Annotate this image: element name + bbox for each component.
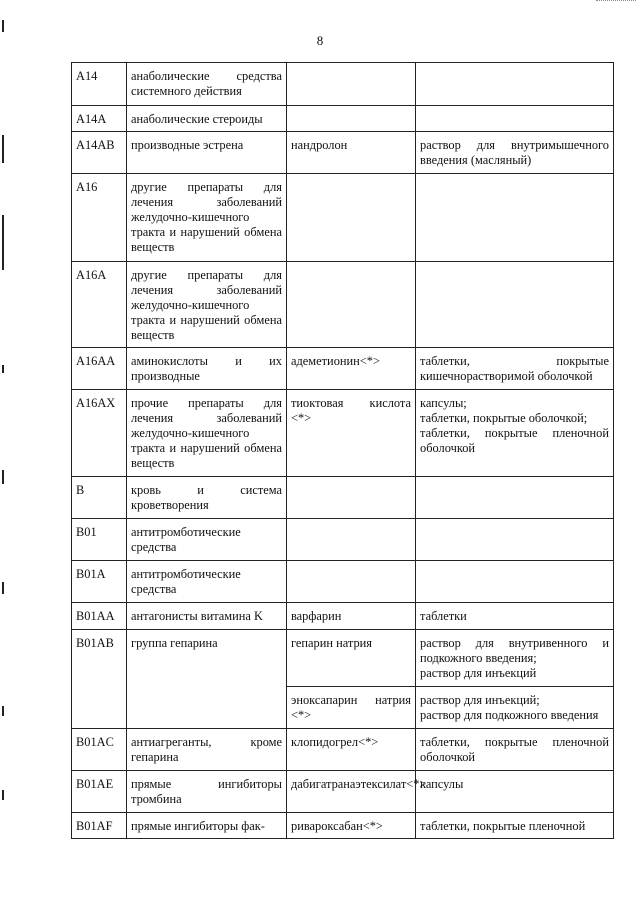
atc-code: B01 <box>72 519 127 561</box>
table-row <box>72 477 614 519</box>
drug-name <box>287 106 416 132</box>
margin-mark <box>2 365 4 373</box>
atc-code: B01A <box>72 561 127 603</box>
atc-code: A16 <box>72 174 127 262</box>
group-name: анаболические средства системного действия <box>127 63 287 106</box>
dosage-form <box>416 262 614 348</box>
dosage-form: капсулы <box>416 771 614 813</box>
atc-code: B <box>72 477 127 519</box>
drug-name: клопидогрел<*> <box>287 729 416 771</box>
table-row <box>72 262 614 348</box>
atc-code: B01AC <box>72 729 127 771</box>
drug-name: варфарин <box>287 603 416 630</box>
group-name: прямые ингибиторы фак- <box>127 813 287 839</box>
drug-name: дабигатранаэтексилат<*> <box>287 771 416 813</box>
dosage-form <box>416 63 614 106</box>
group-name: группа гепарина <box>127 630 287 729</box>
atc-code: B01AE <box>72 771 127 813</box>
drug-name <box>287 63 416 106</box>
margin-mark <box>2 706 4 716</box>
group-name: производные эстрена <box>127 132 287 174</box>
atc-code: B01AB <box>72 630 127 729</box>
table-row <box>72 390 614 477</box>
drug-name: ривароксабан<*> <box>287 813 416 839</box>
table-row <box>72 603 614 630</box>
atc-code: A14A <box>72 106 127 132</box>
drug-name: эноксапарин натрия <*> <box>287 687 416 729</box>
table-row <box>72 519 614 561</box>
margin-mark <box>2 790 4 800</box>
dosage-form <box>416 561 614 603</box>
dosage-form <box>416 106 614 132</box>
margin-mark <box>2 20 4 32</box>
atc-code: A16A <box>72 262 127 348</box>
table-row <box>72 63 614 106</box>
atc-code: A16AX <box>72 390 127 477</box>
margin-mark <box>2 582 4 594</box>
atc-code: A16AA <box>72 348 127 390</box>
dosage-form: таблетки, покрытые пленочной <box>416 813 614 839</box>
dosage-form: таблетки <box>416 603 614 630</box>
dosage-form: таблетки, покрытые пленочной оболочкой <box>416 729 614 771</box>
drug-name <box>287 477 416 519</box>
drug-name <box>287 519 416 561</box>
group-name: антагонисты витамина K <box>127 603 287 630</box>
group-name: другие препараты для лечения заболеваний желудочно-кишечного тракта и нарушений обмена веществ <box>127 262 287 348</box>
table-row <box>72 348 614 390</box>
table-row <box>72 813 614 839</box>
dosage-form: капсулы; таблетки, покрытые оболочкой; таблетки, покрытые пленочной оболочкой <box>416 390 614 477</box>
dosage-form: таблетки, покрытые кишечнорастворимой оболочкой <box>416 348 614 390</box>
group-name: другие препараты для лечения заболеваний желудочно-кишечного тракта и нарушений обмена веществ <box>127 174 287 262</box>
page-number: 8 <box>316 33 324 48</box>
group-name: анаболические стероиды <box>127 106 287 132</box>
dosage-form: раствор для инъекций; раствор для подкожного введения <box>416 687 614 729</box>
atc-code: B01AF <box>72 813 127 839</box>
drug-name: адеметионин<*> <box>287 348 416 390</box>
table-row <box>72 174 614 262</box>
atc-code: A14 <box>72 63 127 106</box>
table-row <box>72 106 614 132</box>
drug-name <box>287 262 416 348</box>
margin-mark <box>2 470 4 484</box>
dosage-form <box>416 477 614 519</box>
dosage-form <box>416 174 614 262</box>
drug-name: нандролон <box>287 132 416 174</box>
group-name: прочие препараты для лечения заболеваний желудочно-кишечного тракта и нарушений обмена веществ <box>127 390 287 477</box>
table-row <box>72 771 614 813</box>
group-name: аминокислоты и их производные <box>127 348 287 390</box>
drug-name <box>287 174 416 262</box>
table-row <box>72 729 614 771</box>
group-name: прямые ингибиторы тромбина <box>127 771 287 813</box>
table-row <box>72 132 614 174</box>
group-name: антиагреганты, кроме гепарина <box>127 729 287 771</box>
dosage-form: раствор для внутривенного и подкожного введения; раствор для инъекций <box>416 630 614 687</box>
atc-code: B01AA <box>72 603 127 630</box>
atc-code: A14AB <box>72 132 127 174</box>
margin-mark <box>2 215 4 270</box>
drug-name <box>287 561 416 603</box>
table-row <box>72 561 614 603</box>
drug-name: тиоктовая кислота <*> <box>287 390 416 477</box>
dosage-form <box>416 519 614 561</box>
group-name: антитромботические средства <box>127 561 287 603</box>
dosage-form: раствор для внутримышечного введения (масляный) <box>416 132 614 174</box>
drug-name: гепарин натрия <box>287 630 416 687</box>
corner-artifact <box>596 0 636 3</box>
group-name: антитромботические средства <box>127 519 287 561</box>
drug-table <box>71 62 614 839</box>
group-name: кровь и система кроветворения <box>127 477 287 519</box>
table-row <box>72 630 614 687</box>
margin-mark <box>2 135 4 163</box>
